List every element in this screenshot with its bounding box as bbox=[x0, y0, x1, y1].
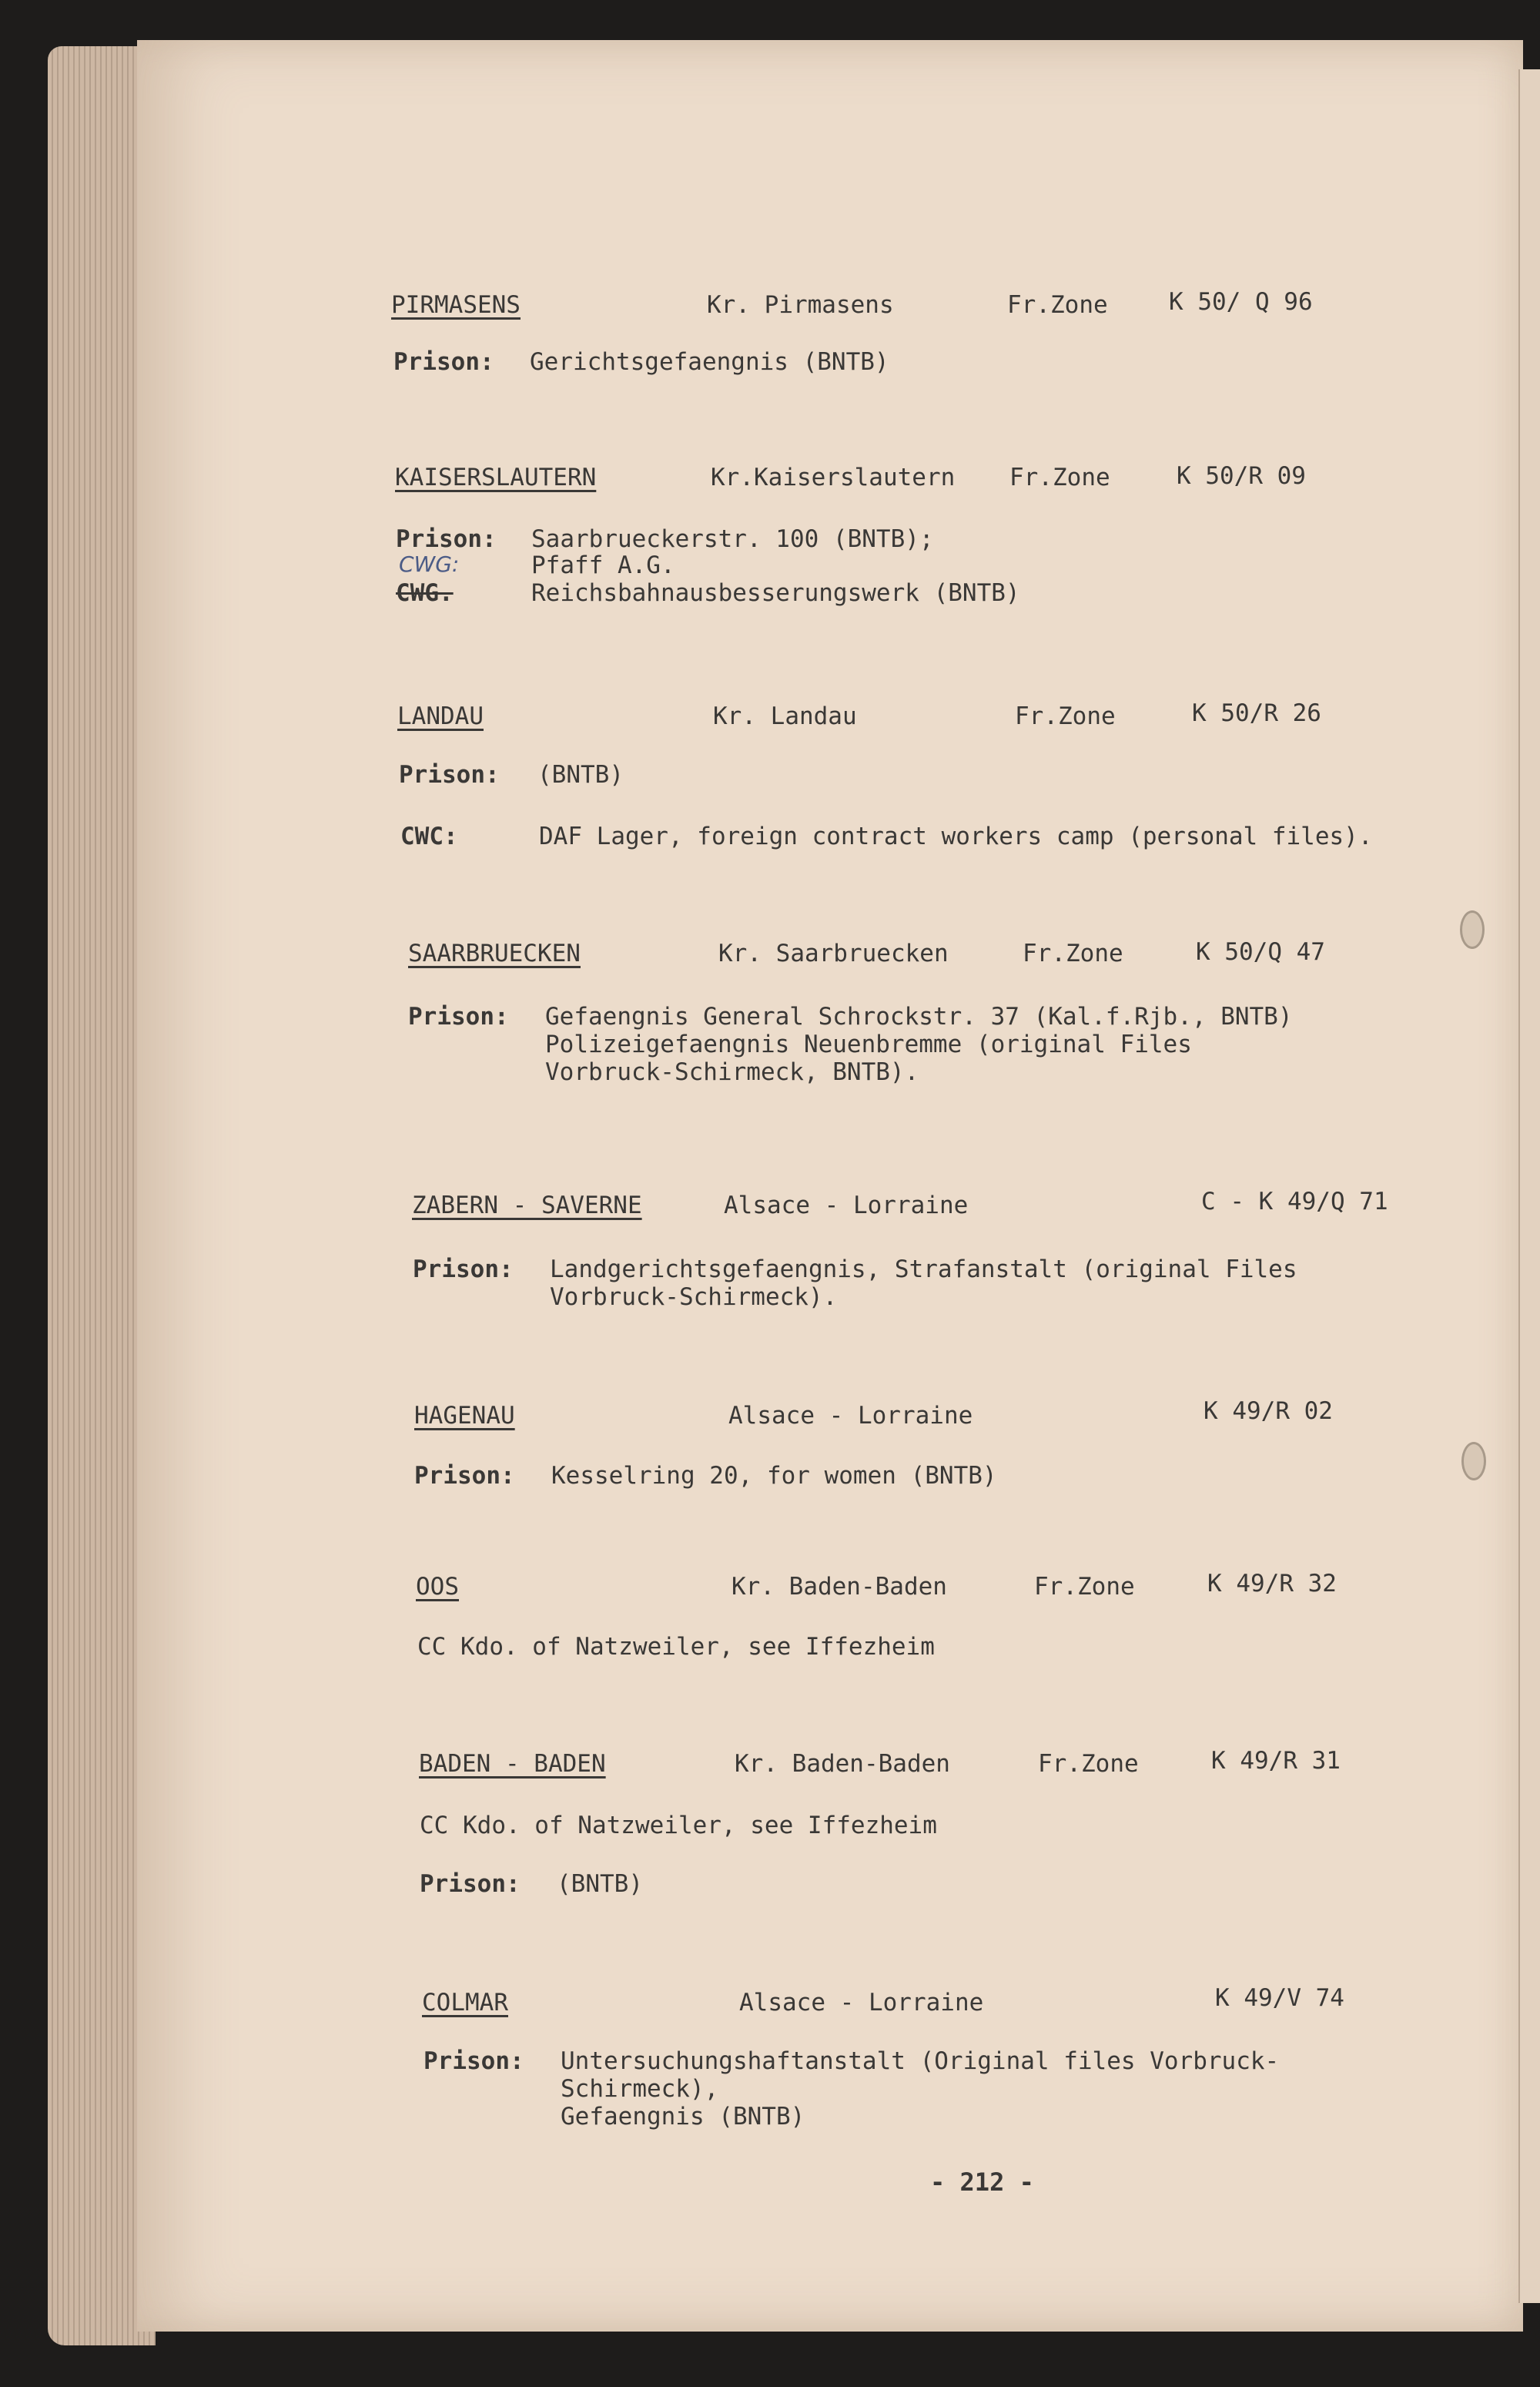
zone: Fr.Zone bbox=[1015, 702, 1116, 730]
map-reference: K 50/Q 47 bbox=[1196, 938, 1325, 966]
struck-label: CWG. bbox=[396, 579, 454, 607]
map-reference: K 49/R 32 bbox=[1207, 1570, 1337, 1597]
page-hole bbox=[1461, 1442, 1486, 1480]
district: Alsace - Lorraine bbox=[739, 1989, 984, 2017]
line-text: Landgerichtsgefaengnis, Strafanstalt (original Files bbox=[550, 1256, 1297, 1283]
map-reference: K 49/R 31 bbox=[1211, 1747, 1341, 1775]
place-name: ZABERN - SAVERNE bbox=[412, 1192, 642, 1219]
line-label: CWC: bbox=[400, 823, 458, 850]
handwritten-label: CWG: bbox=[399, 551, 460, 577]
line-text: Untersuchungshaftanstalt (Original files Vorbruck- bbox=[561, 2047, 1280, 2075]
map-reference: K 50/R 26 bbox=[1192, 699, 1321, 727]
district: Kr. Baden-Baden bbox=[735, 1750, 950, 1778]
place-name: PIRMASENS bbox=[391, 291, 521, 319]
line-label: Prison: bbox=[414, 1462, 515, 1490]
district: Kr. Saarbruecken bbox=[718, 940, 949, 967]
line-text: Gerichtsgefaengnis (BNTB) bbox=[530, 348, 889, 376]
line-text: DAF Lager, foreign contract workers camp (personal files). bbox=[539, 823, 1373, 850]
page-number: - 212 - bbox=[930, 2167, 1034, 2197]
place-name: SAARBRUECKEN bbox=[408, 940, 581, 967]
zone: Fr.Zone bbox=[1007, 291, 1108, 319]
map-reference: C - K 49/Q 71 bbox=[1201, 1188, 1388, 1215]
zone: Fr.Zone bbox=[1009, 464, 1110, 491]
line-text: CC Kdo. of Natzweiler, see Iffezheim bbox=[420, 1812, 937, 1839]
line-label: Prison: bbox=[399, 761, 500, 789]
map-reference: K 50/ Q 96 bbox=[1169, 288, 1313, 316]
line-text: Vorbruck-Schirmeck, BNTB). bbox=[545, 1058, 919, 1086]
facing-page-edge bbox=[1518, 69, 1540, 2303]
line-text: Vorbruck-Schirmeck). bbox=[550, 1283, 838, 1311]
line-text: Polizeigefaengnis Neuenbremme (original Files bbox=[545, 1031, 1192, 1058]
place-name: COLMAR bbox=[422, 1989, 508, 2017]
line-label: Prison: bbox=[408, 1003, 509, 1031]
document-page bbox=[137, 40, 1523, 2332]
district: Kr. Pirmasens bbox=[707, 291, 894, 319]
line-text: Saarbrueckerstr. 100 (BNTB); bbox=[531, 525, 934, 553]
district: Kr. Landau bbox=[713, 702, 857, 730]
line-text: Reichsbahnausbesserungswerk (BNTB) bbox=[531, 579, 1020, 607]
district: Alsace - Lorraine bbox=[724, 1192, 969, 1219]
place-name: OOS bbox=[416, 1573, 459, 1601]
line-text: (BNTB) bbox=[537, 761, 624, 789]
place-name: HAGENAU bbox=[414, 1402, 515, 1430]
district: Alsace - Lorraine bbox=[728, 1402, 973, 1430]
page-hole bbox=[1460, 910, 1485, 949]
line-text: Gefaengnis (BNTB) bbox=[561, 2103, 805, 2131]
line-label: Prison: bbox=[393, 348, 494, 376]
line-label: Prison: bbox=[420, 1870, 521, 1898]
district: Kr.Kaiserslautern bbox=[711, 464, 956, 491]
line-label: Prison: bbox=[424, 2047, 524, 2075]
line-text: (BNTB) bbox=[557, 1870, 643, 1898]
district: Kr. Baden-Baden bbox=[732, 1573, 947, 1601]
place-name: LANDAU bbox=[397, 702, 484, 730]
zone: Fr.Zone bbox=[1034, 1573, 1135, 1601]
line-text: Schirmeck), bbox=[561, 2075, 719, 2103]
place-name: BADEN - BADEN bbox=[419, 1750, 606, 1778]
map-reference: K 50/R 09 bbox=[1177, 462, 1306, 490]
place-name: KAISERSLAUTERN bbox=[395, 464, 597, 491]
zone: Fr.Zone bbox=[1023, 940, 1123, 967]
map-reference: K 49/V 74 bbox=[1215, 1984, 1344, 2012]
line-text: Pfaff A.G. bbox=[531, 551, 675, 579]
line-text: CC Kdo. of Natzweiler, see Iffezheim bbox=[417, 1633, 935, 1661]
zone: Fr.Zone bbox=[1038, 1750, 1139, 1778]
line-label: Prison: bbox=[396, 525, 497, 553]
line-label: Prison: bbox=[413, 1256, 514, 1283]
line-text: Gefaengnis General Schrockstr. 37 (Kal.f.Rjb., BNTB) bbox=[545, 1003, 1293, 1031]
line-text: Kesselring 20, for women (BNTB) bbox=[551, 1462, 997, 1490]
map-reference: K 49/R 02 bbox=[1204, 1397, 1333, 1425]
